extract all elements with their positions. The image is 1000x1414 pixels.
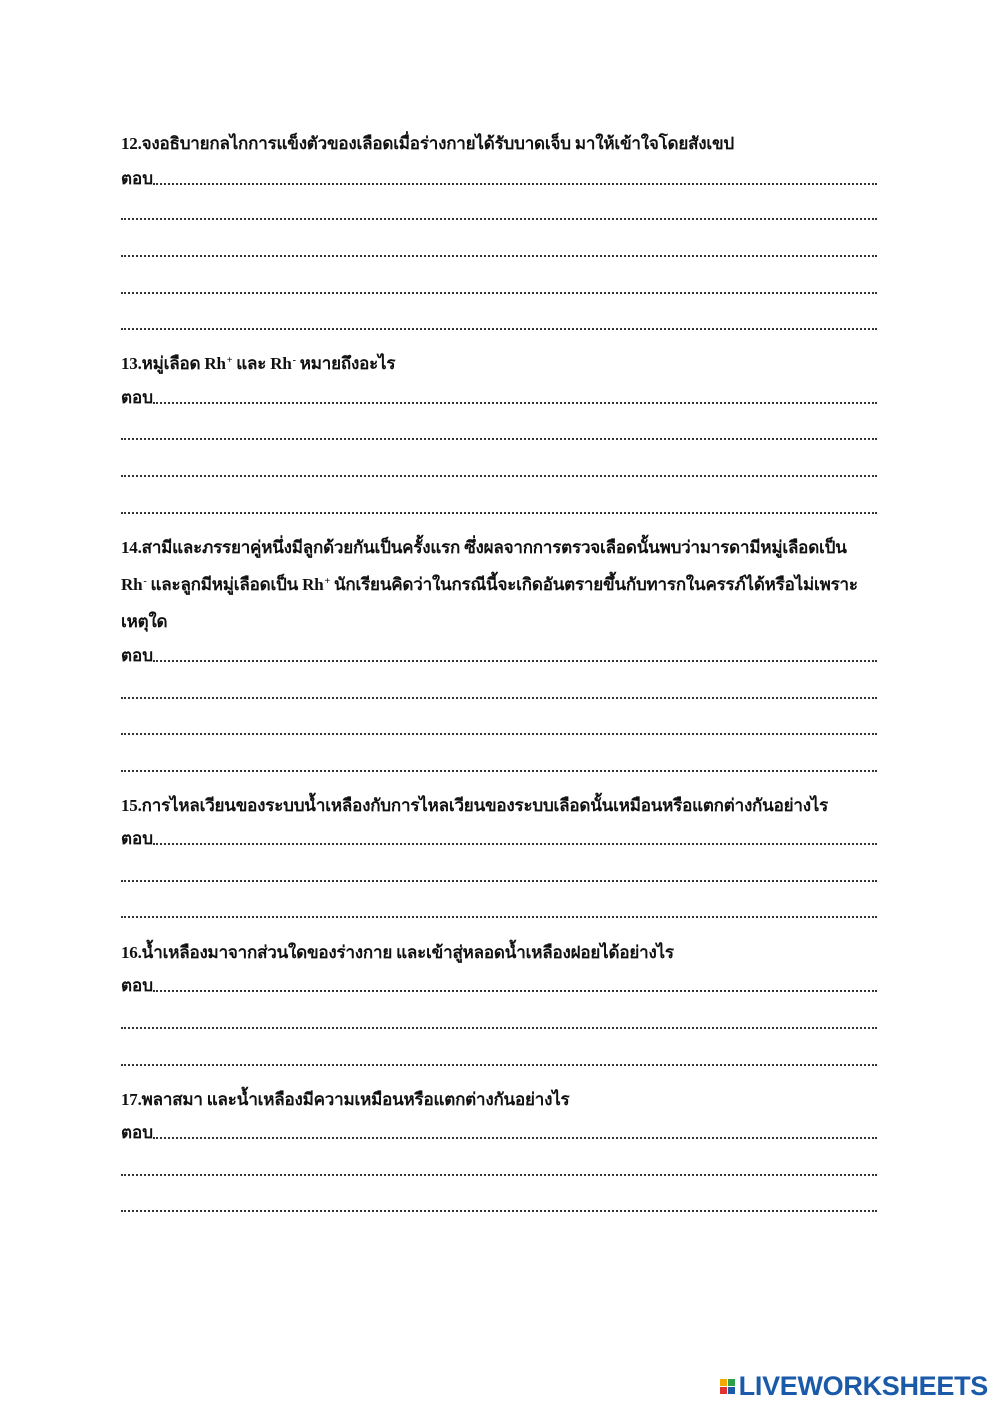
answer-13-line-1[interactable] bbox=[121, 387, 877, 409]
answer-14-line-3[interactable] bbox=[121, 718, 877, 740]
answer-14-line-4[interactable] bbox=[121, 755, 877, 777]
answer-13-line-3[interactable] bbox=[121, 460, 877, 482]
answer-13-line-4[interactable] bbox=[121, 497, 877, 519]
answer-17-line-3[interactable] bbox=[121, 1195, 877, 1217]
question-17: 17.พลาสมา และน้ำเหลืองมีความเหมือนหรือแตกต่างกันอย่างไร bbox=[121, 1090, 570, 1109]
answer-12-line-1[interactable] bbox=[121, 168, 877, 190]
question-13: 13.หมู่เลือด Rh+ และ Rh- หมายถึงอะไร bbox=[121, 354, 396, 373]
answer-14-line-1[interactable] bbox=[121, 645, 877, 667]
question-12: 12.จงอธิบายกลไกการแข็งตัวของเลือดเมื่อร่างกายได้รับบาดเจ็บ มาให้เข้าใจโดยสังเขป bbox=[121, 134, 735, 153]
answer-label: ตอบ bbox=[121, 646, 154, 665]
answer-15-line-2[interactable] bbox=[121, 865, 877, 887]
question-16: 16.น้ำเหลืองมาจากส่วนใดของร่างกาย และเข้าสู่หลอดน้ำเหลืองฝอยได้อย่างไร bbox=[121, 943, 674, 962]
answer-16-line-2[interactable] bbox=[121, 1012, 877, 1034]
answer-17-line-1[interactable] bbox=[121, 1122, 877, 1144]
answer-14-line-2[interactable] bbox=[121, 682, 877, 704]
answer-12-line-5[interactable] bbox=[121, 313, 877, 335]
answer-15-line-3[interactable] bbox=[121, 901, 877, 923]
question-14-line-1: 14.สามีและภรรยาคู่หนึ่งมีลูกด้วยกันเป็นครั้งแรก ซึ่งผลจากการตรวจเลือดนั้นพบว่ามารดามีหมู่เลือดเป็น bbox=[121, 538, 847, 557]
answer-12-line-2[interactable] bbox=[121, 203, 877, 225]
answer-17-line-2[interactable] bbox=[121, 1159, 877, 1181]
logo-text: LIVEWORKSHEETS bbox=[738, 1371, 988, 1401]
question-14-line-2: Rh- และลูกมีหมู่เลือดเป็น Rh+ นักเรียนคิดว่าในกรณีนี้จะเกิดอันตรายขึ้นกับทารกในครรภ์ได้หรือไม่เพราะ bbox=[121, 575, 858, 594]
answer-12-line-4[interactable] bbox=[121, 277, 877, 299]
answer-12-line-3[interactable] bbox=[121, 240, 877, 262]
answer-label: ตอบ bbox=[121, 976, 154, 995]
answer-16-line-1[interactable] bbox=[121, 975, 877, 997]
liveworksheets-logo bbox=[720, 1371, 988, 1402]
answer-label: ตอบ bbox=[121, 1123, 154, 1142]
question-15: 15.การไหลเวียนของระบบน้ำเหลืองกับการไหลเวียนของระบบเลือดนั้นเหมือนหรือแตกต่างกันอย่างไร bbox=[121, 796, 829, 815]
answer-label: ตอบ bbox=[121, 169, 154, 188]
answer-label: ตอบ bbox=[121, 388, 154, 407]
answer-16-line-3[interactable] bbox=[121, 1049, 877, 1071]
answer-15-line-1[interactable] bbox=[121, 828, 877, 850]
answer-label: ตอบ bbox=[121, 829, 154, 848]
question-14-line-3: เหตุใด bbox=[121, 612, 168, 631]
logo-blocks-icon bbox=[720, 1379, 735, 1394]
answer-13-line-2[interactable] bbox=[121, 423, 877, 445]
